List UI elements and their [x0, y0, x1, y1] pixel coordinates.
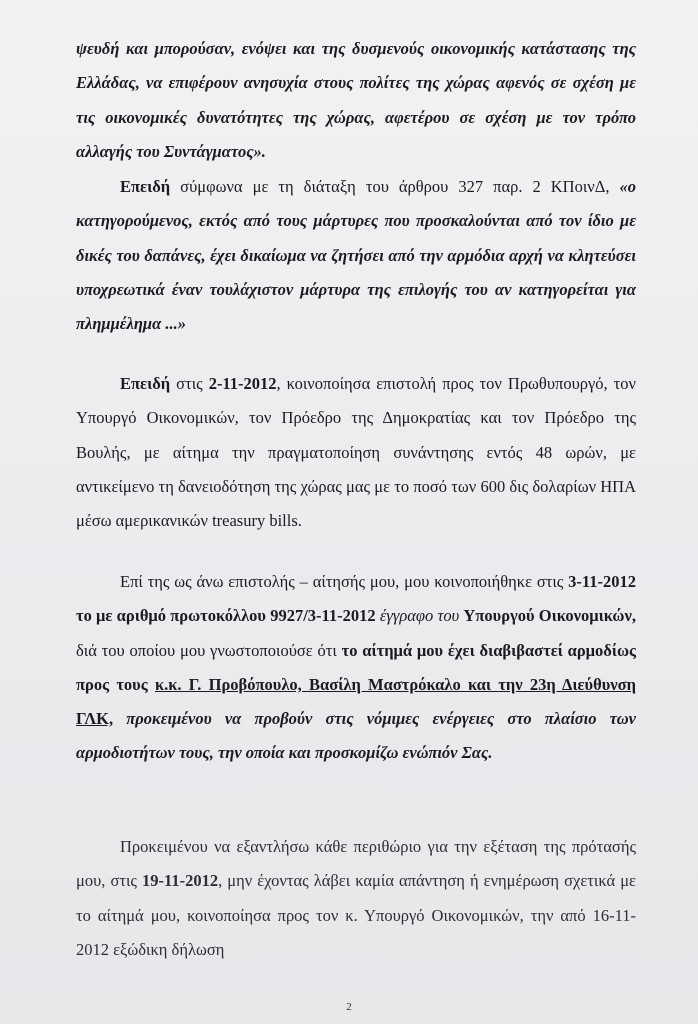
paragraph-3-text-2: , κοινοποίησα επιστολή προς τον Πρωθυπουργό, τον Υπουργό Οικονομικών, τον Πρόεδρο της Δημοκρατίας και τον Πρόεδρο της Βουλής, με αίτημα την πραγματοποίηση συνάντησης εντός 48 ωρών, με αντικείμενο τη δανειοδότηση της χώρας μας με το ποσό των 600 δις δολαρίων ΗΠΑ μέσω αμερικανικών treasury bills. — [76, 374, 636, 531]
paragraph-4-italic-1: έγγραφο του — [375, 606, 464, 626]
paragraph-1-text: ψευδή και μπορούσαν, ενόψει και της δυσμενούς οικονομικής κατάστασης της Ελλάδας, να επιφέρουν ανησυχία στους πολίτες της χώρας αφενός σε σχέση με τις οικονομικές δυνατότητες της χώρας, αφετέρου σε σχέση με τον τρόπο αλλαγής του Συντάγματος». — [76, 39, 636, 161]
paragraph-3-text-1: στις — [170, 374, 209, 393]
paragraph-4-bold-italic: προκειμένου να προβούν στις νόμιμες ενέργειες στο πλαίσιο των αρμοδιοτήτων τους, την οποία και προσκομίζω ενώπιόν Σας. — [76, 709, 636, 763]
paragraph-4-bold-2: Υπουργού Οικονομικών, — [463, 606, 636, 626]
paragraph-4-text-1: Επί της ως άνω επιστολής – αίτησής μου, μου κοινοποιήθηκε στις — [120, 572, 569, 591]
paragraph-2-lead: Επειδή — [120, 177, 171, 196]
paragraph-5-date: 19-11-2012 — [142, 871, 219, 891]
paragraph-5-text-2: , μην έχοντας λάβει καμία απάντηση ή ενημέρωση σχετικά με το αίτημά μου, κοινοποίησα προς τον κ. Υπουργό Οικονομικών, την από 16-11-2012 εξώδικη δήλωση — [76, 871, 636, 959]
paragraph-2-quote: «ο κατηγορούμενος, εκτός από τους μάρτυρες που προσκαλούνται από τον ίδιο με δικές του δαπάνες, έχει δικαίωμα να ζητήσει από την αρμόδια αρχή να κλητεύσει υποχρεωτικά έναν τουλάχιστον μάρτυρα της επιλογής του αν κατηγορείται για πλημμέλημα ...» — [76, 177, 636, 334]
paragraph-1 — [76, 32, 636, 169]
paragraph-4 — [76, 565, 636, 771]
paragraph-4-bold-1: 3-11-2012 το με αριθμό πρωτοκόλλου 9927/3-11-2012 — [76, 572, 636, 626]
paragraph-3 — [76, 367, 636, 538]
paragraph-3-date: 2-11-2012 — [208, 374, 277, 393]
paragraph-2 — [76, 170, 636, 341]
paragraph-4-text-2: διά του οποίου μου γνωστοποιούσε ότι — [76, 640, 342, 660]
paragraph-5 — [76, 830, 636, 967]
paragraph-4-underlined: κ.κ. Γ. Προβόπουλο, Βασίλη Μαστρόκαλο και την 23η Διεύθυνση ΓΛΚ, — [76, 674, 636, 729]
page-number: 2 — [346, 1001, 352, 1013]
paragraph-3-lead: Επειδή — [120, 374, 171, 393]
paragraph-2-text: σύμφωνα με τη διάταξη του άρθρου 327 παρ. 2 ΚΠοινΔ, — [170, 177, 620, 196]
paragraph-5-text-1: Προκειμένου να εξαντλήσω κάθε περιθώριο για την εξέταση της πρότασής μου, στις — [76, 837, 636, 891]
paragraph-4-bold-3: το αίτημά μου έχει διαβιβαστεί αρμοδίως προς τους — [76, 640, 636, 694]
